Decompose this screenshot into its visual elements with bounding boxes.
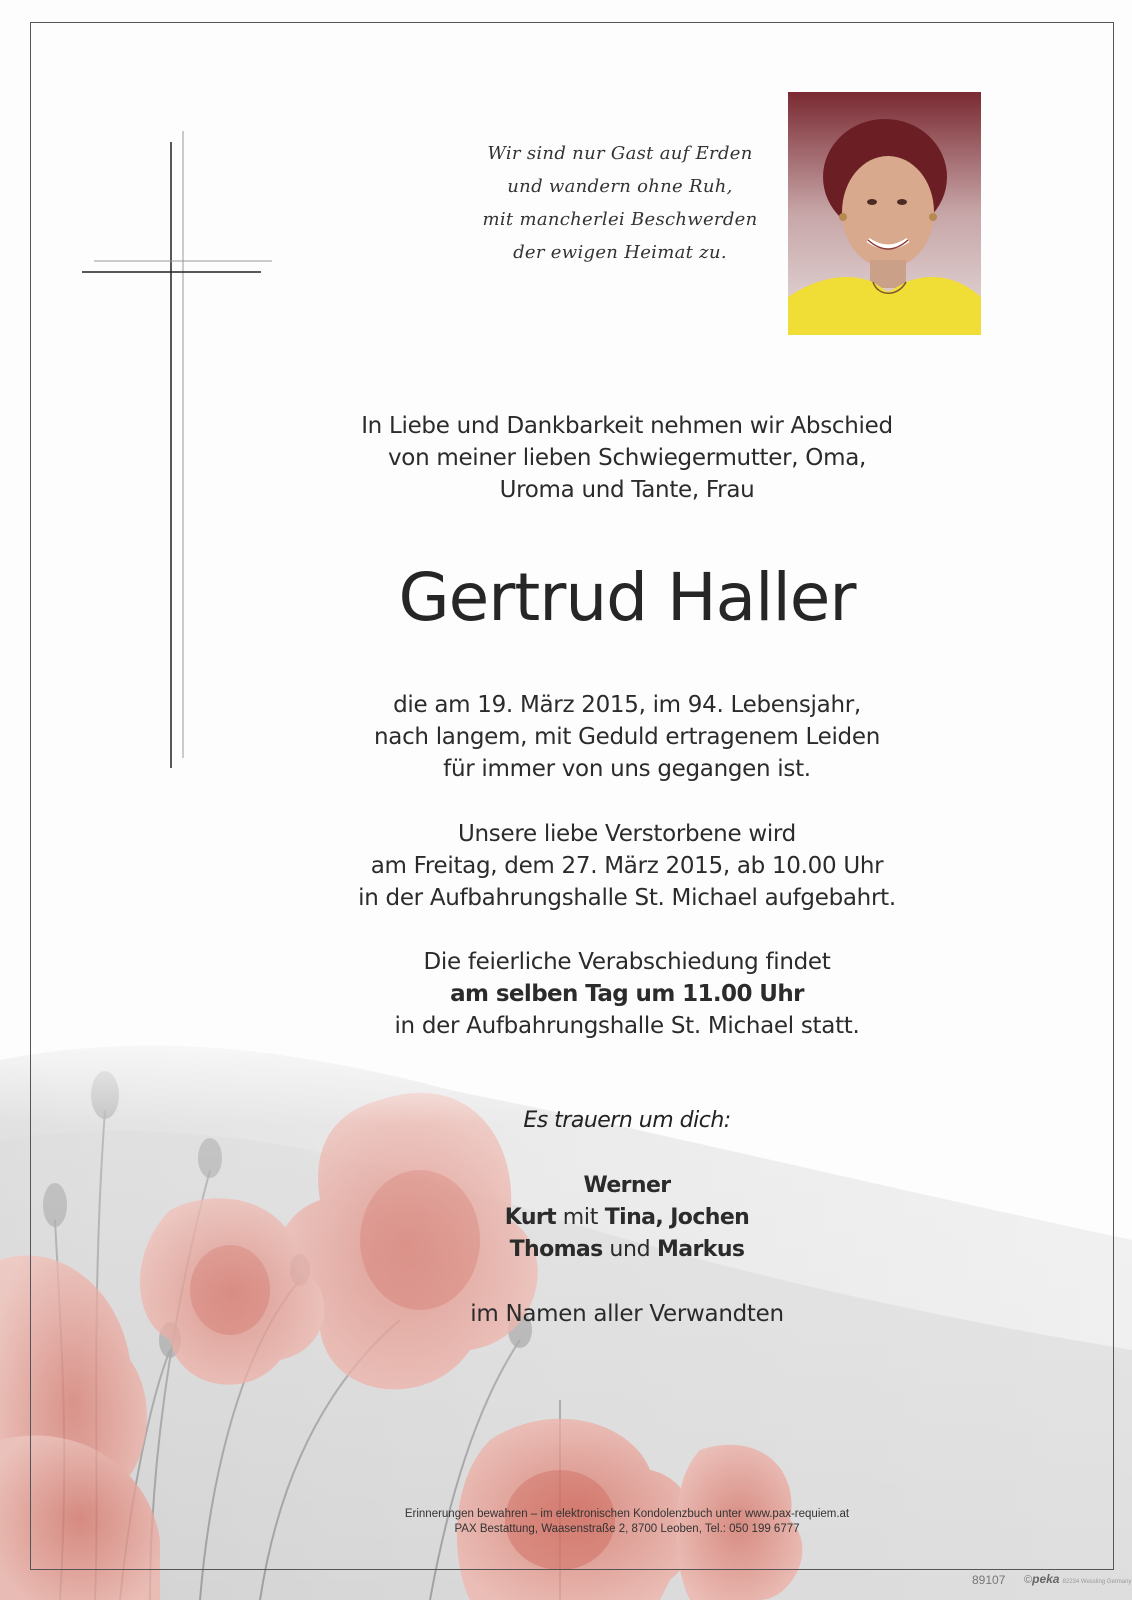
copyright-symbol: © [1024,1574,1033,1586]
mourner-line [300,1234,954,1266]
viewing-line: in der Aufbahrungshalle St. Michael aufgebahrt. [358,885,896,911]
mourner-name: Thomas [509,1237,603,1262]
verse-line: und wandern ohne Ruh, [507,176,733,197]
footer-line: Erinnerungen bewahren – im elektronischen Kondolenzbuch unter www.pax-requiem.at [404,1508,850,1520]
mourner-name: Tina, Jochen [604,1205,750,1230]
mourner-name: Kurt [504,1205,557,1230]
footer-line: PAX Bestattung, Waasenstraße 2, 8700 Leoben, Tel.: 050 199 6777 [454,1523,800,1535]
death-details [300,689,954,785]
ceremony-details [300,946,954,1042]
portrait-photo [788,92,981,335]
intro-line: von meiner lieben Schwiegermutter, Oma, [387,445,867,471]
connector-text: und [609,1237,651,1262]
verse-line: der ewigen Heimat zu. [513,242,727,263]
cross-icon [0,0,300,800]
mourner-line [300,1202,954,1234]
ceremony-line: Die feierliche Verabschiedung findet [423,949,831,975]
brand-address: 82234 Wessling Germany [1062,1579,1132,1585]
print-code: 89107 [972,1573,1006,1587]
ceremony-time: am selben Tag um 11.00 Uhr [450,981,804,1007]
brand-name: peka [1032,1572,1060,1586]
mourners-heading: Es trauern um dich: [523,1108,731,1133]
printer-brand [1024,1572,1131,1586]
intro-text [300,410,954,506]
connector-text: mit [562,1205,599,1230]
mourner-name: Markus [657,1237,745,1262]
mourner-name: Werner [583,1173,671,1198]
footer [300,1507,954,1537]
verse-line: mit mancherlei Beschwerden [482,209,758,230]
verse-line: Wir sind nur Gast auf Erden [487,143,753,164]
death-line: nach langem, mit Geduld ertragenem Leiden [374,724,880,750]
ceremony-line: in der Aufbahrungshalle St. Michael statt. [394,1013,860,1039]
intro-line: Uroma und Tante, Frau [499,477,755,503]
death-line: für immer von uns gegangen ist. [443,756,811,782]
viewing-line: am Freitag, dem 27. März 2015, ab 10.00 Uhr [370,853,884,879]
mourners-list [300,1170,954,1266]
deceased-name: Gertrud Haller [398,559,856,636]
viewing-details [300,818,954,914]
death-line: die am 19. März 2015, im 94. Lebensjahr, [393,692,861,718]
relatives-line: im Namen aller Verwandten [470,1301,784,1327]
viewing-line: Unsere liebe Verstorbene wird [458,821,796,847]
intro-line: In Liebe und Dankbarkeit nehmen wir Abschied [361,413,893,439]
